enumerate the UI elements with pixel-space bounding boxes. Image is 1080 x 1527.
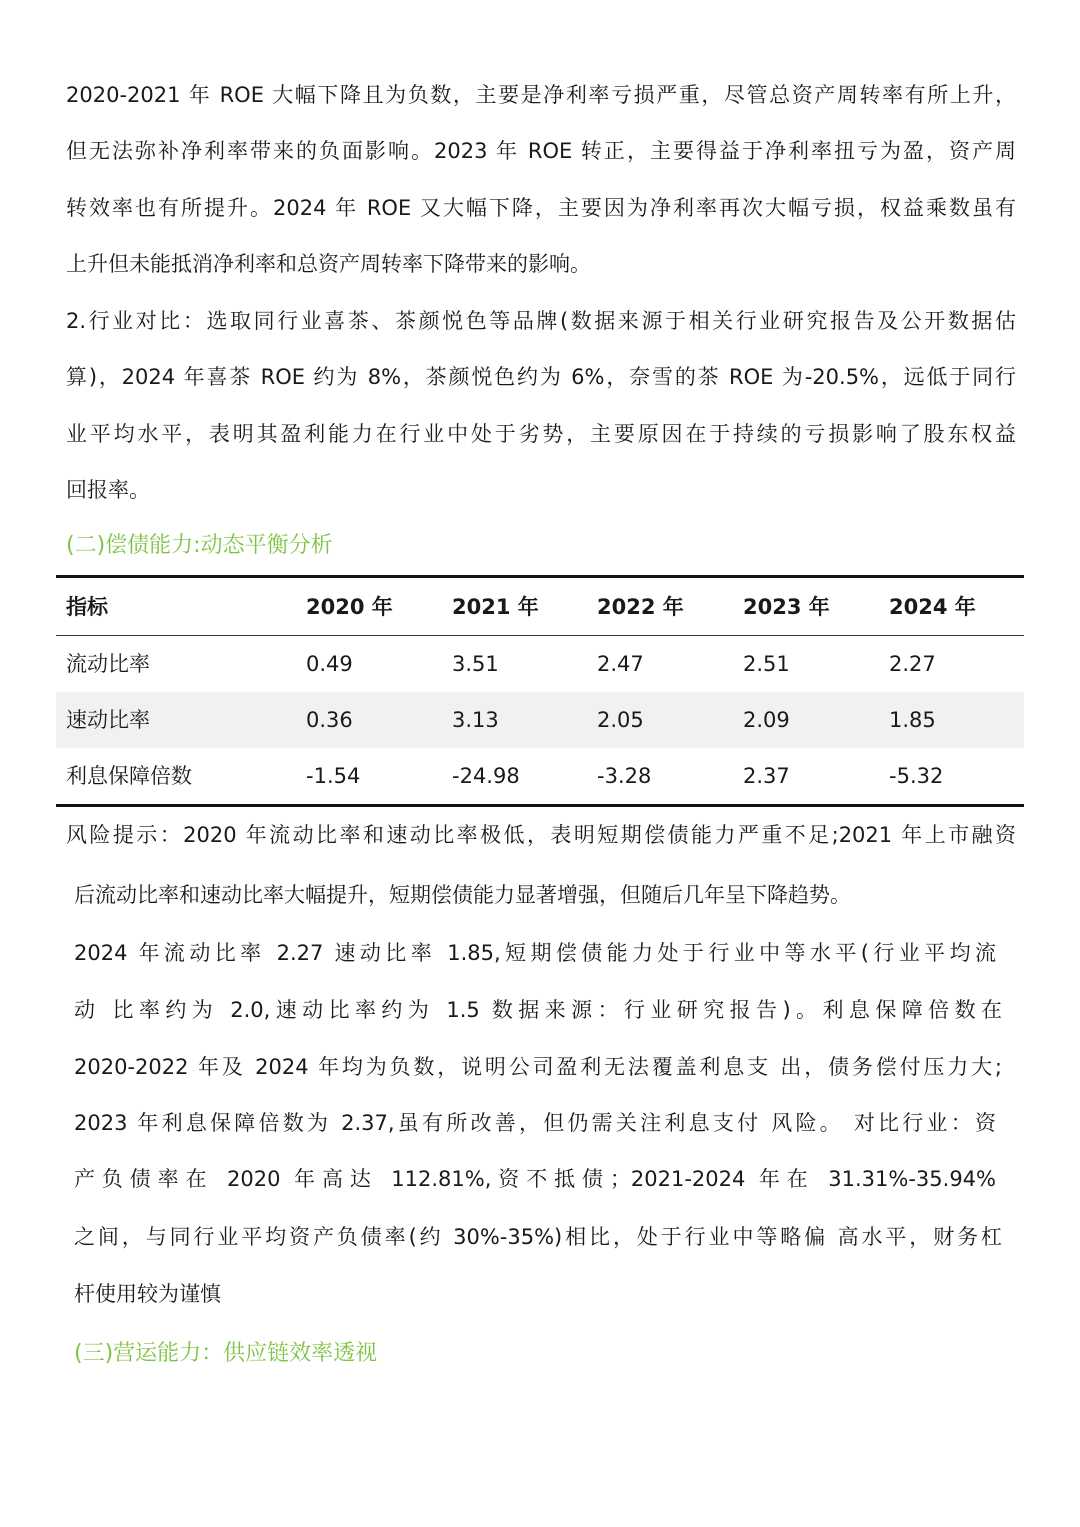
paragraph3-line-7: 产负债率在 2020 年高达 112.81%,资不抵债；2021-2024 年在 31.31%-35.94% bbox=[74, 1167, 996, 1191]
paragraph1-line-3: 转效率也有所提升。2024 年 ROE 又大幅下降，主要因为净利率再次大幅亏损，权益乘数虽有 bbox=[66, 196, 1016, 220]
paragraph1-line-2: 但无法弥补净利率带来的负面影响。2023 年 ROE 转正，主要得益于净利率扭亏为盈，资产周 bbox=[66, 139, 1016, 163]
table-row bbox=[56, 748, 1024, 804]
table-header-row bbox=[56, 578, 1024, 636]
table-header-cell: 2023 年 bbox=[743, 594, 830, 619]
paragraph2-line-2: 算)，2024 年喜茶 ROE 约为 8%，茶颜悦色约为 6%，奈雪的茶 ROE 为-20.5%，远低于同行 bbox=[66, 365, 1016, 389]
table-row-label: 速动比率 bbox=[66, 708, 150, 732]
table-cell: 0.36 bbox=[306, 708, 353, 732]
table-cell: 2.27 bbox=[889, 652, 936, 676]
paragraph2-line-4: 回报率。 bbox=[66, 478, 150, 502]
paragraph3-line-9: 杆使用较为谨慎 bbox=[74, 1282, 221, 1306]
table-row-label: 流动比率 bbox=[66, 652, 150, 676]
paragraph3-line-3: 2024 年流动比率 2.27 速动比率 1.85,短期偿债能力处于行业中等水平(行业平均流 bbox=[74, 941, 996, 965]
table-header-cell: 2021 年 bbox=[452, 594, 539, 619]
table-cell: 2.37 bbox=[743, 764, 790, 788]
table-cell: 1.85 bbox=[889, 708, 936, 732]
table-cell: -3.28 bbox=[597, 764, 652, 788]
section-heading-solvency: (二)偿债能力:动态平衡分析 bbox=[66, 533, 333, 558]
paragraph2-line-3: 业平均水平，表明其盈利能力在行业中处于劣势，主要原因在于持续的亏损影响了股东权益 bbox=[66, 422, 1016, 446]
paragraph1-line-1: 2020-2021 年 ROE 大幅下降且为负数，主要是净利率亏损严重，尽管总资产周转率有所上升， bbox=[66, 83, 1016, 107]
table-cell: 3.51 bbox=[452, 652, 499, 676]
table-header-cell: 2020 年 bbox=[306, 594, 393, 619]
paragraph3-line-8: 之间，与同行业平均资产负债率(约 30%-35%)相比，处于行业中等略偏 高水平，财务杠 bbox=[74, 1225, 1002, 1249]
table-row bbox=[56, 692, 1024, 748]
table-cell: 0.49 bbox=[306, 652, 353, 676]
table-cell: -24.98 bbox=[452, 764, 520, 788]
table-header-cell: 2022 年 bbox=[597, 594, 684, 619]
table-header-cell: 指标 bbox=[66, 594, 108, 619]
paragraph2-line-1: 2.行业对比：选取同行业喜茶、茶颜悦色等品牌(数据来源于相关行业研究报告及公开数据估 bbox=[66, 309, 1016, 333]
paragraph3-line-5: 2020-2022 年及 2024 年均为负数，说明公司盈利无法覆盖利息支 出，债务偿付压力大; bbox=[74, 1055, 1002, 1079]
table-cell: 2.51 bbox=[743, 652, 790, 676]
table-row bbox=[56, 636, 1024, 692]
paragraph3-line-6: 2023 年利息保障倍数为 2.37,虽有所改善，但仍需关注利息支付 风险。 对比行业：资 bbox=[74, 1111, 996, 1135]
paragraph3-line-1: 风险提示：2020 年流动比率和速动比率极低，表明短期偿债能力严重不足;2021 年上市融资 bbox=[66, 823, 1016, 847]
table-cell: 2.47 bbox=[597, 652, 644, 676]
paragraph3-line-2: 后流动比率和速动比率大幅提升，短期偿债能力显著增强，但随后几年呈下降趋势。 bbox=[74, 883, 851, 907]
table-cell: 2.09 bbox=[743, 708, 790, 732]
table-cell: -5.32 bbox=[889, 764, 944, 788]
section-heading-operations: (三)营运能力：供应链效率透视 bbox=[74, 1341, 378, 1366]
table-cell: 3.13 bbox=[452, 708, 499, 732]
table-header-cell: 2024 年 bbox=[889, 594, 976, 619]
paragraph3-line-4: 动 比率约为 2.0,速动比率约为 1.5 数据来源：行业研究报告)。利息保障倍数在 bbox=[74, 998, 1002, 1022]
solvency-table bbox=[56, 575, 1024, 807]
table-cell: 2.05 bbox=[597, 708, 644, 732]
table-cell: -1.54 bbox=[306, 764, 361, 788]
paragraph1-line-4: 上升但未能抵消净利率和总资产周转率下降带来的影响。 bbox=[66, 252, 591, 276]
table-row-label: 利息保障倍数 bbox=[66, 764, 192, 788]
